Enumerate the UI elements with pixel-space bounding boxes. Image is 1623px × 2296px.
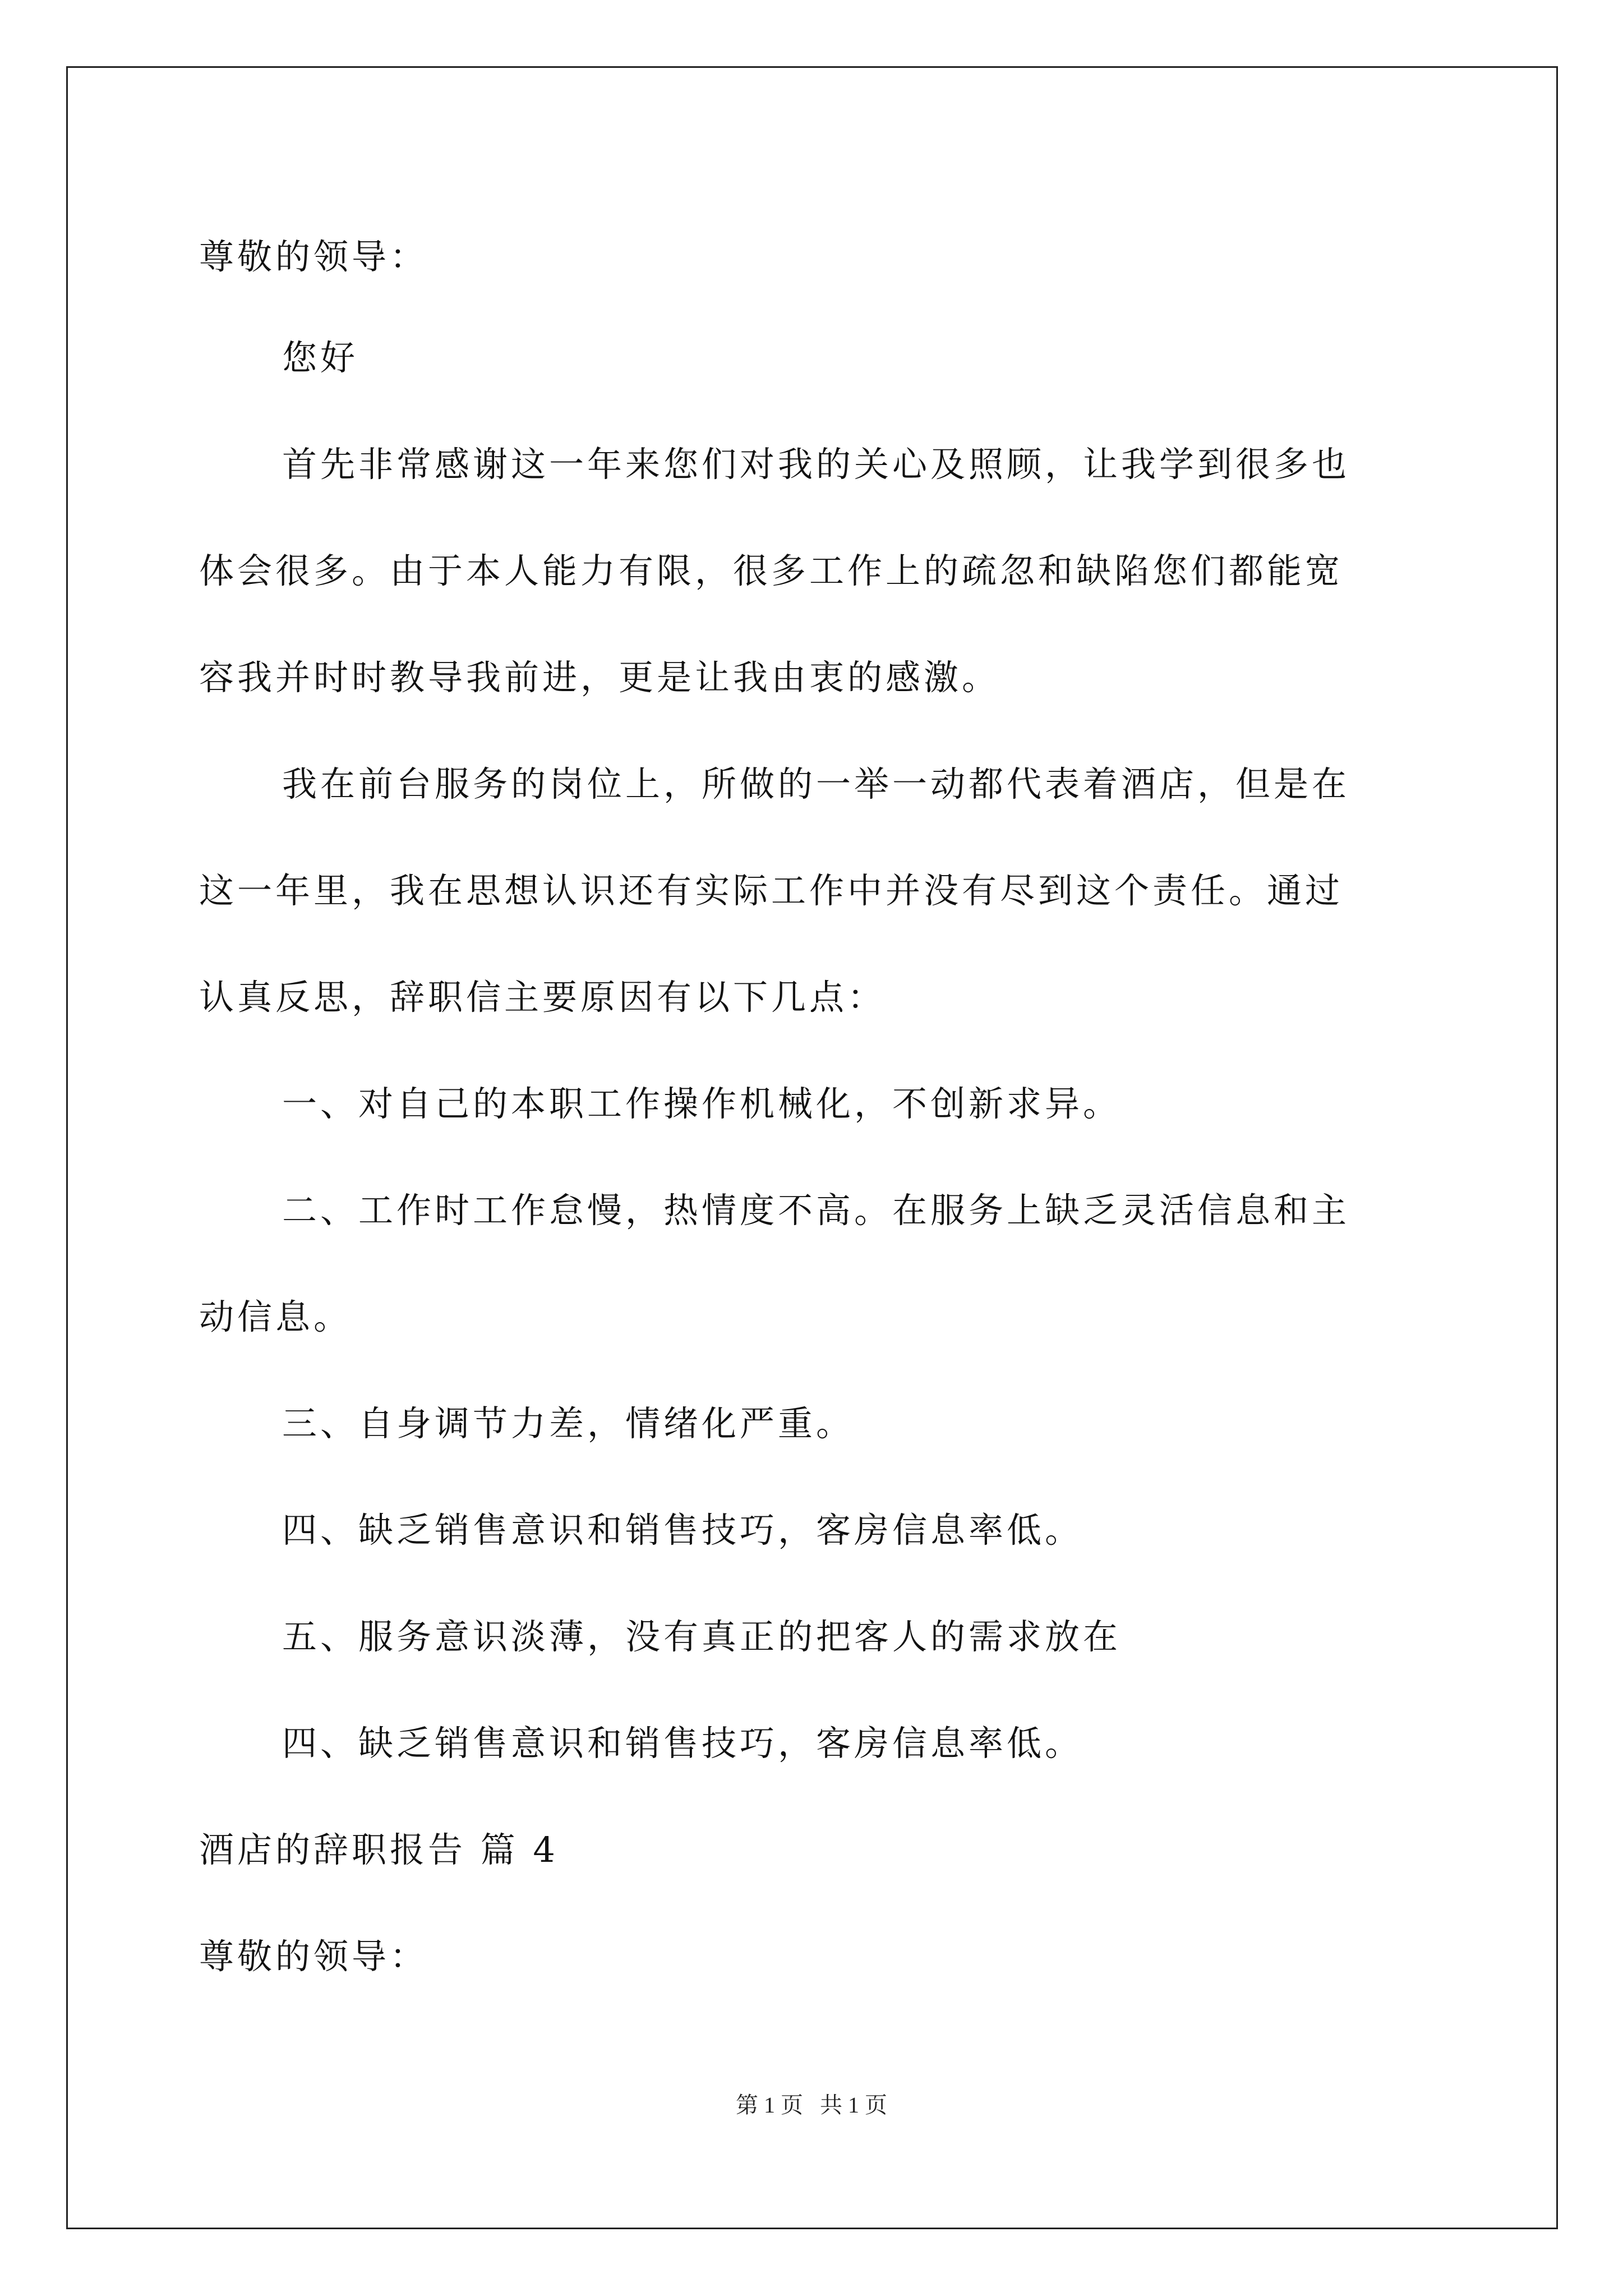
- list-item: 四、缺乏销售意识和销售技巧，客房信息率低。: [282, 1510, 1083, 1550]
- list-item: 三、自身调节力差，情绪化严重。: [282, 1403, 855, 1444]
- section-title: 酒店的辞职报告 篇 4: [199, 1829, 559, 1870]
- paragraph-line: 首先非常感谢这一年来您们对我的关心及照顾，让我学到很多也: [282, 444, 1350, 485]
- paragraph-line: 认真反思，辞职信主要原因有以下几点：: [199, 977, 886, 1018]
- page-border: [66, 66, 1558, 2229]
- paragraph-line: 我在前台服务的岗位上，所做的一举一动都代表着酒店，但是在: [282, 763, 1350, 804]
- page-footer: [0, 2091, 1623, 2119]
- list-item: 四、缺乏销售意识和销售技巧，客房信息率低。: [282, 1723, 1083, 1764]
- page-total: 共 1 页: [820, 2092, 887, 2118]
- paragraph-line: 这一年里，我在思想认识还有实际工作中并没有尽到这个责任。通过: [199, 870, 1344, 911]
- salutation: 尊敬的领导：: [199, 236, 428, 277]
- list-item: 五、服务意识淡薄，没有真正的把客人的需求放在: [282, 1616, 1122, 1657]
- page-number: 第 1 页: [736, 2092, 803, 2118]
- list-item: 二、工作时工作怠慢，热情度不高。在服务上缺乏灵活信息和主: [282, 1190, 1350, 1231]
- paragraph-line: 体会很多。由于本人能力有限，很多工作上的疏忽和缺陷您们都能宽: [199, 550, 1344, 591]
- greeting: 您好: [282, 337, 359, 378]
- salutation: 尊敬的领导：: [199, 1936, 428, 1977]
- paragraph-line: 容我并时时教导我前进，更是让我由衷的感激。: [199, 657, 1000, 698]
- list-item-continuation: 动信息。: [199, 1296, 352, 1337]
- list-item: 一、对自己的本职工作操作机械化，不创新求异。: [282, 1083, 1122, 1124]
